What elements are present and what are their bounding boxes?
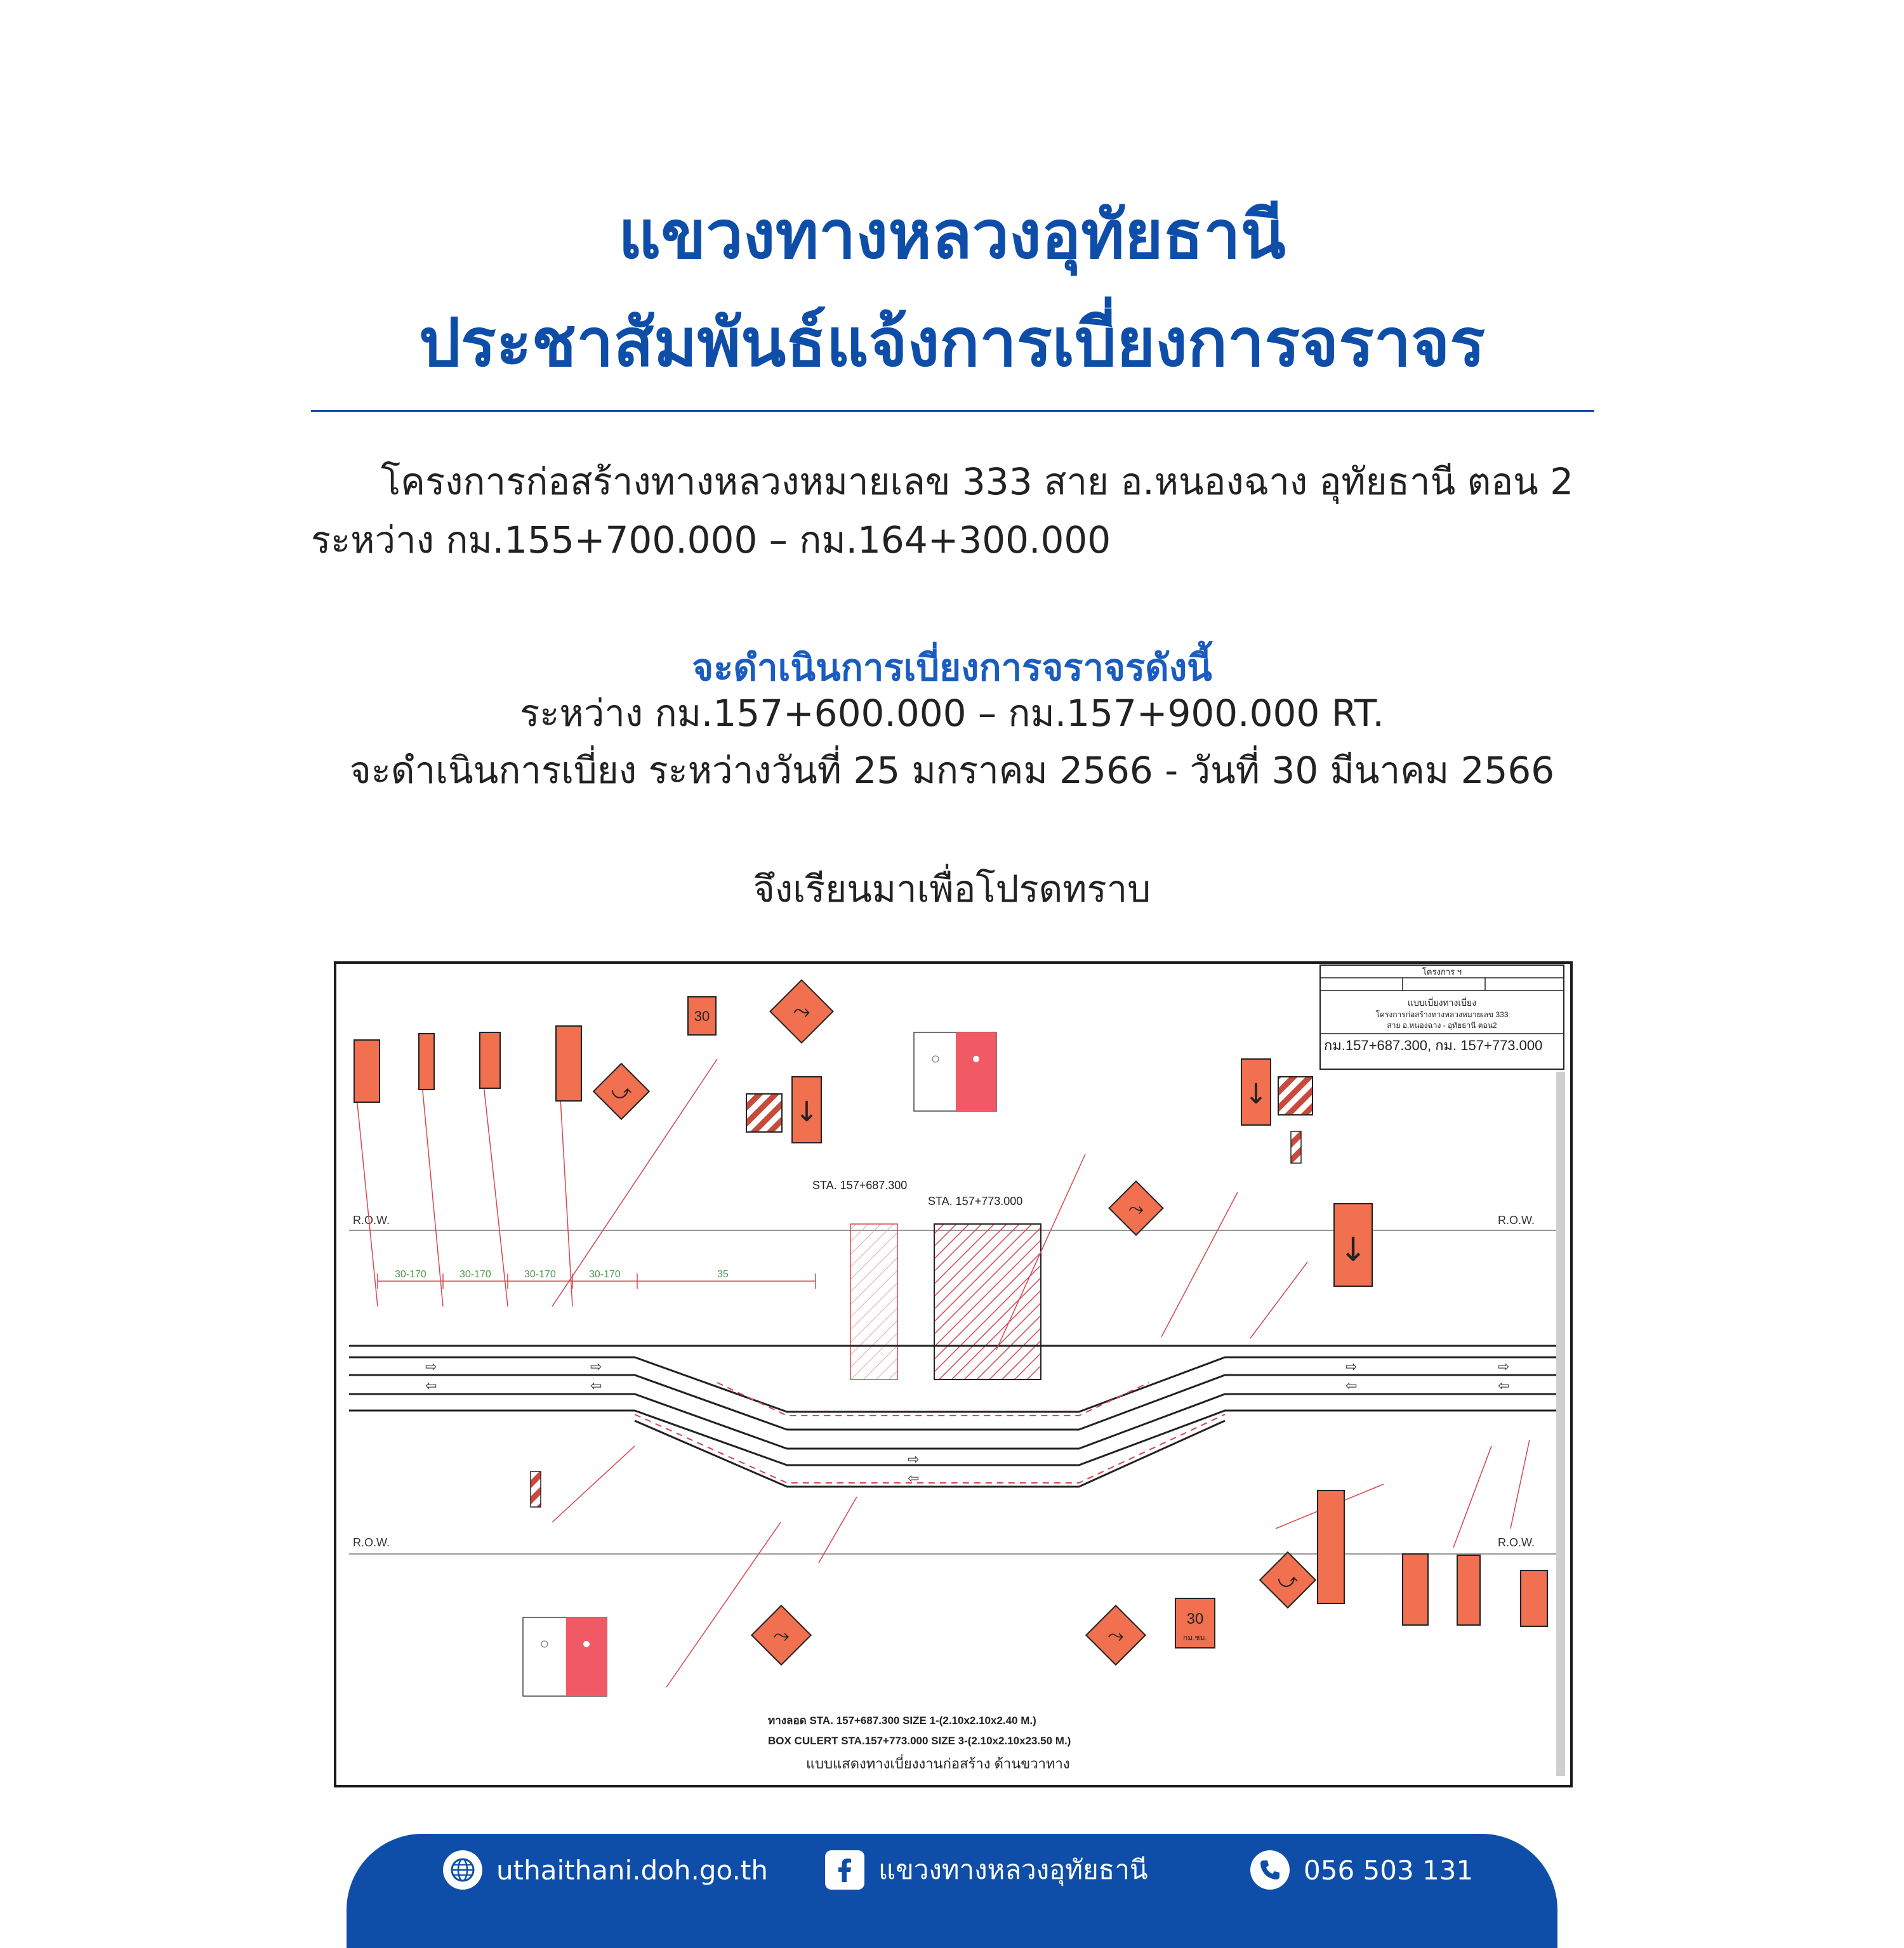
spacing-label-1: 30-170 — [395, 1269, 426, 1280]
speed-sign-bottom-unit: กม.ชม. — [1183, 1633, 1207, 1642]
detour-plan-drawing — [334, 961, 1573, 1787]
speed-sign-bottom — [1175, 1598, 1215, 1648]
svg-text:⇦: ⇦ — [908, 1470, 920, 1486]
flashing-light-panel-top — [914, 1032, 996, 1111]
footer-facebook[interactable] — [825, 1848, 1148, 1892]
speed-sign-bottom-value: 30 — [1186, 1610, 1204, 1628]
svg-text:⇦: ⇦ — [1498, 1378, 1510, 1393]
row-label-bottom-right: R.O.W. — [1498, 1536, 1535, 1549]
box-culvert-structure — [934, 1224, 1041, 1379]
contact-footer — [347, 1834, 1557, 1948]
warning-sign-curve-right — [1109, 1181, 1163, 1235]
plan-caption: แบบแสดงทางเบี่ยงงานก่อสร้าง ด้านขวาทาง — [806, 1756, 1070, 1772]
warning-sign-turn-bottom — [1260, 1552, 1316, 1608]
svg-text:⤳: ⤳ — [773, 1623, 790, 1647]
phone-label: 056 503 131 — [1304, 1854, 1474, 1886]
keep-down-arrow-sign-top-right — [1241, 1059, 1271, 1125]
info-sign-bottom-1 — [1318, 1491, 1344, 1603]
svg-text:⤻: ⤻ — [611, 1081, 632, 1103]
title-block-road: โครงการก่อสร้างทางหลวงหมายเลข 333 — [1375, 1010, 1509, 1019]
page-title-line2: ประชาสัมพันธ์แจ้งการเบี่ยงการจราจร — [418, 304, 1486, 381]
title-block-route: สาย อ.หนองฉาง - อุทัยธานี ตอน2 — [1387, 1021, 1497, 1030]
title-block-project: โครงการ ฯ — [1422, 967, 1462, 977]
plan-note-underpass: ทางลอด STA. 157+687.300 SIZE 1-(2.10x2.10x2.40 M.) — [768, 1714, 1036, 1727]
detour-range: ระหว่าง กม.157+600.000 – กม.157+900.000 RT. — [520, 692, 1384, 735]
page-title-line1: แขวงทางหลวงอุทัยธานี — [618, 196, 1286, 273]
globe-icon — [443, 1850, 482, 1890]
warning-sign-curve-top — [770, 980, 833, 1043]
info-sign-bottom-3 — [1457, 1555, 1480, 1625]
facebook-icon — [825, 1850, 864, 1890]
footer-phone[interactable] — [1250, 1848, 1473, 1892]
closing-text: จึงเรียนมาเพื่อโปรดทราบ — [753, 867, 1151, 911]
info-sign-3 — [480, 1032, 500, 1088]
info-sign-bottom-2 — [1403, 1554, 1428, 1625]
barricade-single-right — [1291, 1131, 1301, 1163]
svg-text:⇦: ⇦ — [425, 1378, 437, 1393]
detour-period: จะดำเนินการเบี่ยง ระหว่างวันที่ 25 มกราคม 2566 - วันที่ 30 มีนาคม 2566 — [349, 749, 1555, 792]
svg-text:⤳: ⤳ — [1128, 1198, 1144, 1220]
intro-line1: โครงการก่อสร้างทางหลวงหมายเลข 333 สาย อ.หนองฉาง อุทัยธานี ตอน 2 — [381, 460, 1574, 503]
info-sign-bottom-4 — [1521, 1570, 1547, 1626]
barricade-single-left — [531, 1471, 541, 1507]
svg-text:⤻: ⤻ — [1277, 1570, 1299, 1592]
intro-line2: ระหว่าง กม.155+700.000 – กม.164+300.000 — [311, 518, 1111, 562]
svg-text:⇨: ⇨ — [1498, 1359, 1510, 1374]
speed-sign-top — [688, 997, 716, 1035]
svg-text:↓: ↓ — [795, 1096, 819, 1128]
underpass-structure — [850, 1224, 897, 1379]
svg-text:⇦: ⇦ — [1345, 1378, 1358, 1393]
phone-icon — [1250, 1850, 1290, 1890]
svg-text:⇨: ⇨ — [908, 1451, 920, 1467]
warning-sign-turn-left — [593, 1063, 649, 1119]
svg-text:⤳: ⤳ — [1107, 1623, 1124, 1647]
keep-down-arrow-sign-top-left — [792, 1077, 821, 1143]
info-sign-4 — [556, 1026, 581, 1101]
svg-text:⇨: ⇨ — [425, 1359, 437, 1374]
svg-text:⇦: ⇦ — [590, 1378, 602, 1393]
plan-note-box-culvert: BOX CULERT STA.157+773.000 SIZE 3-(2.10x2.10x23.50 M.) — [768, 1735, 1071, 1747]
sta-label-1: STA. 157+687.300 — [812, 1179, 908, 1192]
facebook-label: แขวงทางหลวงอุทัยธานี — [878, 1854, 1148, 1885]
spacing-label-3: 30-170 — [524, 1269, 556, 1280]
warning-sign-curve-bottom-left — [751, 1605, 810, 1664]
sta-label-2: STA. 157+773.000 — [928, 1195, 1023, 1208]
plan-title-block — [1320, 965, 1564, 1069]
info-sign-1 — [354, 1040, 380, 1102]
info-sign-2 — [419, 1034, 434, 1089]
spacing-dimension — [378, 1269, 816, 1289]
scan-edge — [1556, 1072, 1565, 1776]
title-block-km: กม.157+687.300, กม. 157+773.000 — [1324, 1037, 1543, 1053]
distance-label-35: 35 — [717, 1269, 729, 1280]
flashing-light-panel-bottom — [523, 1617, 607, 1696]
row-label-top-right: R.O.W. — [1498, 1214, 1535, 1227]
title-block-name: แบบเบี่ยงทางเบี่ยง — [1407, 997, 1477, 1008]
spacing-label-4: 30-170 — [589, 1269, 621, 1280]
spacing-label-2: 30-170 — [459, 1269, 491, 1280]
row-label-top-left: R.O.W. — [353, 1214, 390, 1227]
warning-sign-curve-bottom-mid — [1086, 1605, 1145, 1664]
footer-website[interactable] — [443, 1848, 768, 1892]
svg-text:⇨: ⇨ — [1345, 1359, 1358, 1374]
keep-down-arrow-sign-right — [1334, 1204, 1372, 1286]
speed-sign-top-value: 30 — [694, 1008, 710, 1024]
svg-text:⇨: ⇨ — [590, 1359, 602, 1374]
barricade-top-right — [1278, 1077, 1312, 1115]
svg-text:↓: ↓ — [1339, 1231, 1367, 1269]
svg-text:↓: ↓ — [1244, 1078, 1268, 1110]
svg-text:⤳: ⤳ — [793, 999, 810, 1024]
barricade-top-left — [746, 1094, 782, 1132]
title-divider — [311, 410, 1594, 412]
website-label: uthaithani.doh.go.th — [496, 1854, 768, 1886]
detour-heading: จะดำเนินการเบี่ยงการจราจรดังนี้ — [692, 646, 1212, 689]
row-label-bottom-left: R.O.W. — [353, 1536, 390, 1549]
